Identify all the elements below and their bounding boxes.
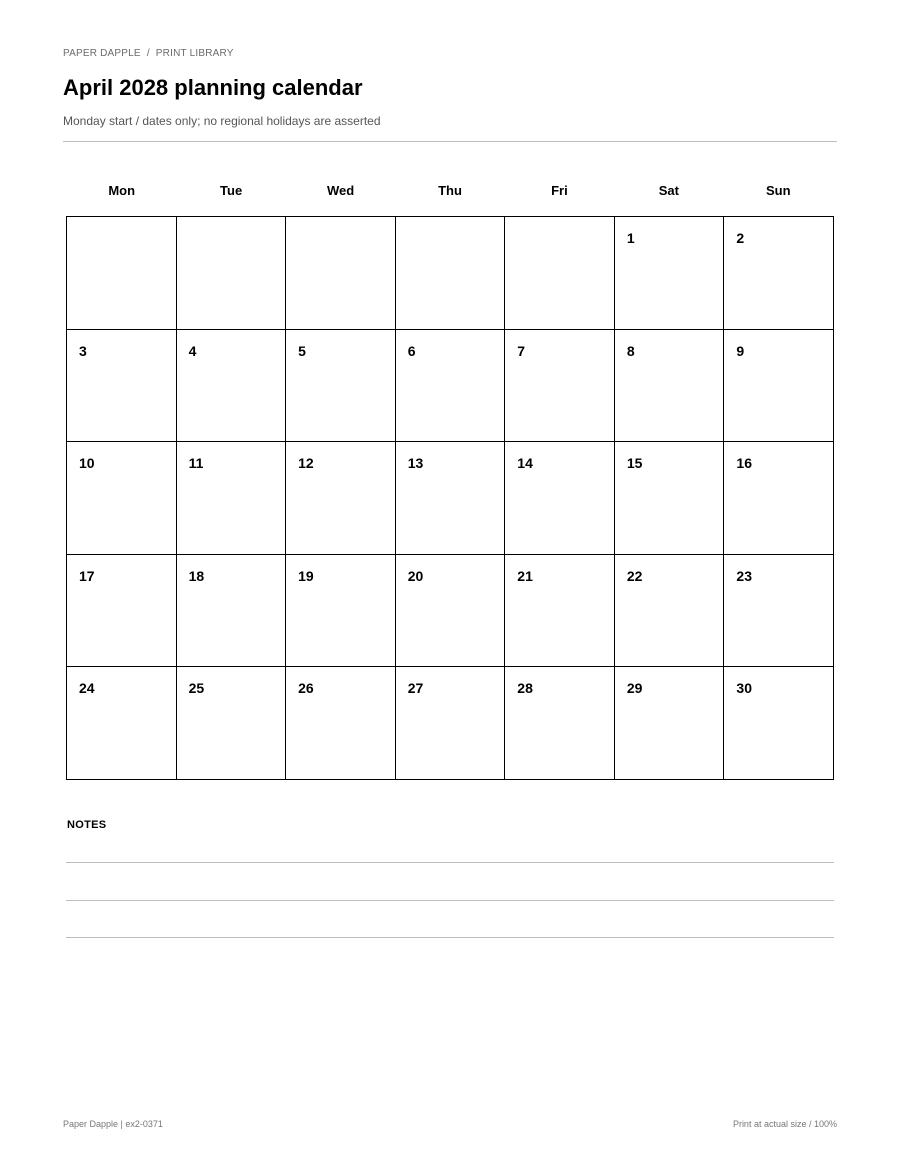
empty-day-cell <box>177 217 287 330</box>
footer-right: Print at actual size / 100% <box>732 1119 837 1129</box>
day-number: 6 <box>407 342 416 359</box>
day-number: 4 <box>188 342 197 359</box>
day-number: 24 <box>79 680 95 697</box>
weekday-label: Thu <box>438 183 462 198</box>
day-number: 3 <box>79 342 87 359</box>
day-cell <box>724 330 834 443</box>
day-cell <box>177 555 287 668</box>
day-cell <box>396 330 506 443</box>
note-line <box>66 900 834 901</box>
weekday-header-row <box>67 183 833 198</box>
weekday-label: Mon <box>108 183 136 198</box>
day-cell <box>177 442 287 555</box>
day-cell <box>724 442 834 555</box>
day-number: 12 <box>298 455 314 472</box>
day-cell <box>615 667 725 780</box>
weekday-label: Tue <box>220 183 243 198</box>
day-number: 30 <box>736 680 752 697</box>
day-number: 19 <box>298 567 314 584</box>
weekday-label: Sat <box>658 183 679 198</box>
breadcrumb-brand: PAPER DAPPLE <box>63 48 141 59</box>
weekday-label: Sun <box>765 183 791 198</box>
breadcrumb <box>63 48 234 59</box>
empty-day-cell <box>286 217 396 330</box>
day-cell <box>286 442 396 555</box>
breadcrumb-separator: / <box>146 48 150 59</box>
day-number: 1 <box>626 230 635 246</box>
day-cell <box>505 555 615 668</box>
day-number: 29 <box>626 680 643 697</box>
day-cell <box>396 667 506 780</box>
day-cell <box>286 330 396 443</box>
day-number: 14 <box>517 455 533 472</box>
empty-day-cell <box>67 217 177 330</box>
day-number: 27 <box>407 680 424 697</box>
footer-left: Paper Dapple | ex2-0371 <box>63 1119 163 1129</box>
day-cell <box>505 442 615 555</box>
day-cell <box>615 555 725 668</box>
page-subtitle: Monday start / dates only; no regional holidays are asserted <box>63 114 381 128</box>
day-cell <box>615 217 725 330</box>
empty-day-cell <box>505 217 615 330</box>
day-number: 7 <box>517 342 526 359</box>
day-number: 13 <box>407 455 424 472</box>
weekday-label: Wed <box>326 183 355 198</box>
day-cell <box>67 555 177 668</box>
day-cell <box>177 330 287 443</box>
day-cell <box>286 667 396 780</box>
note-line <box>66 937 834 938</box>
day-number: 22 <box>626 567 643 584</box>
day-number: 15 <box>626 455 643 472</box>
page-title: April 2028 planning calendar <box>63 75 363 100</box>
day-number: 16 <box>736 455 752 472</box>
day-cell <box>724 217 834 330</box>
day-cell <box>724 555 834 668</box>
day-number: 20 <box>407 567 424 584</box>
day-cell <box>505 667 615 780</box>
calendar-grid <box>66 216 834 780</box>
day-cell <box>396 442 506 555</box>
day-cell <box>396 555 506 668</box>
weekday-label: Fri <box>551 183 568 198</box>
day-number: 21 <box>517 567 533 584</box>
header-divider <box>63 141 837 142</box>
empty-day-cell <box>396 217 506 330</box>
day-cell <box>67 330 177 443</box>
day-cell <box>615 330 725 443</box>
day-number: 9 <box>736 342 745 359</box>
day-number: 5 <box>298 342 306 359</box>
day-number: 18 <box>188 567 205 584</box>
day-number: 8 <box>626 342 635 359</box>
day-number: 28 <box>517 680 533 697</box>
day-cell <box>286 555 396 668</box>
day-number: 26 <box>298 680 314 697</box>
day-number: 25 <box>188 680 205 697</box>
note-line <box>66 862 834 863</box>
day-number: 17 <box>79 567 95 584</box>
day-number: 2 <box>736 230 745 246</box>
day-cell <box>505 330 615 443</box>
day-cell <box>67 442 177 555</box>
notes-label: NOTES <box>67 819 107 831</box>
day-cell <box>177 667 287 780</box>
breadcrumb-section: PRINT LIBRARY <box>155 48 234 59</box>
day-cell <box>615 442 725 555</box>
day-number: 11 <box>188 455 204 472</box>
day-cell <box>724 667 834 780</box>
day-cell <box>67 667 177 780</box>
day-number: 23 <box>736 567 752 584</box>
day-number: 10 <box>79 455 95 472</box>
